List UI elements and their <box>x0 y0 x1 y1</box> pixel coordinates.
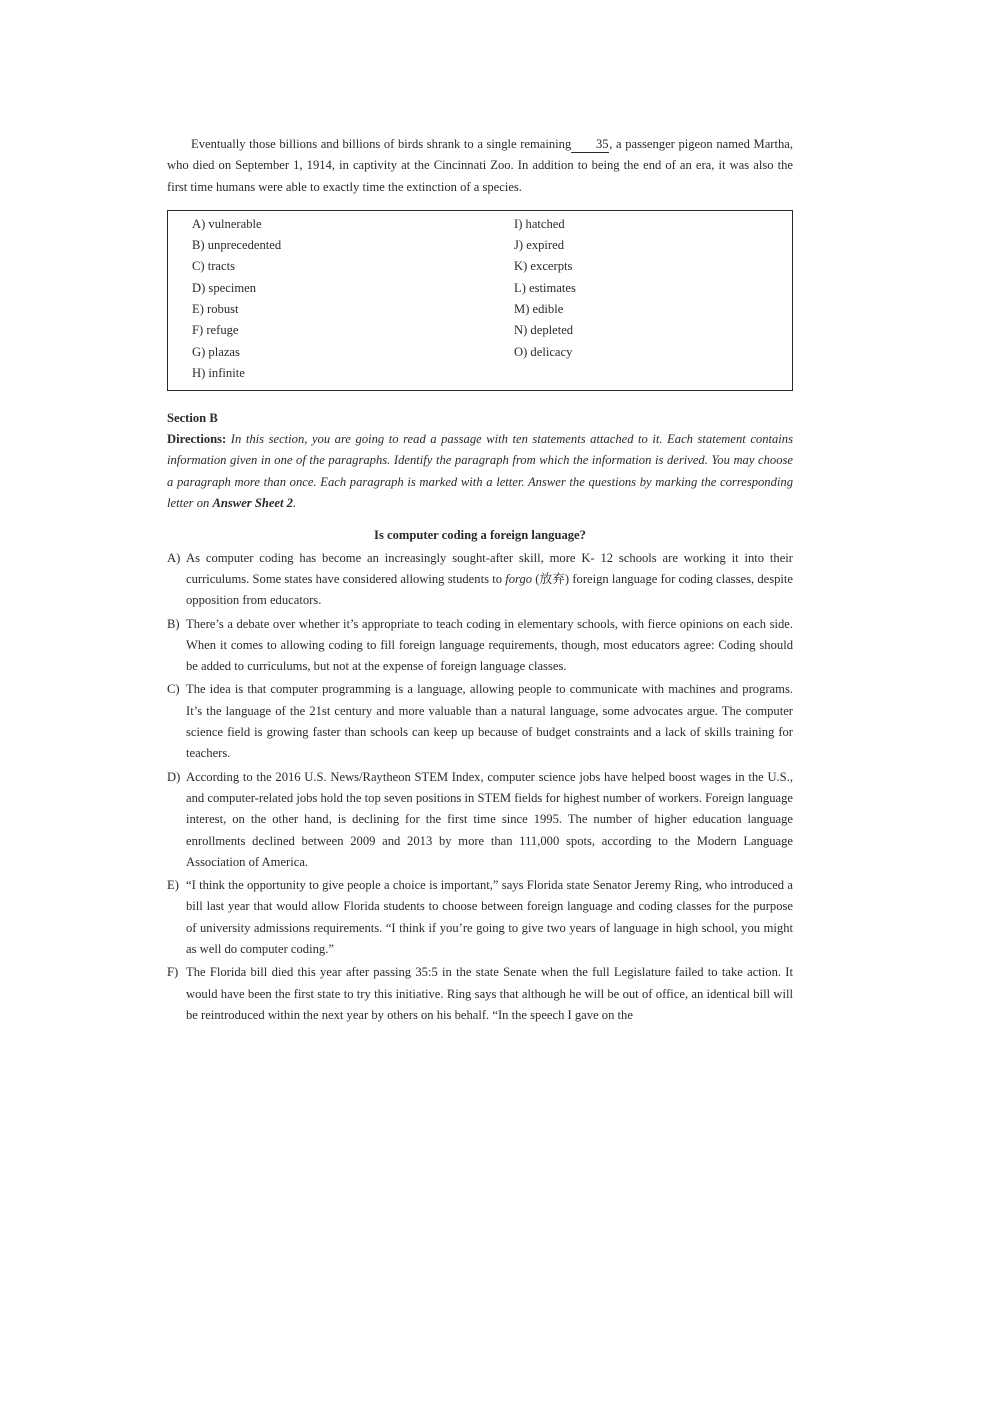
word-option: O) delicacy <box>514 344 573 359</box>
word-option: N) depleted <box>514 323 574 338</box>
word-option: A) vulnerable <box>192 216 262 231</box>
paragraph-letter: A) <box>167 550 181 565</box>
word-option: F) refuge <box>192 323 239 338</box>
paragraph-letter: C) <box>167 682 180 697</box>
passage-title: Is computer coding a foreign language? <box>374 528 586 543</box>
italic-word: forgo <box>505 571 533 586</box>
paragraph-e <box>167 875 793 960</box>
word-option: K) excerpts <box>514 259 573 274</box>
directions-end: . <box>292 496 297 511</box>
paragraph-text-continued: foreign language for coding classes, despite opposition from educators. <box>186 571 794 608</box>
word-bank-left-column <box>192 214 281 384</box>
word-bank-right-column <box>514 214 576 363</box>
answer-blank-35: 35 <box>571 137 609 153</box>
paragraph-c <box>167 679 793 764</box>
directions-text <box>167 432 793 510</box>
paragraph-text: “I think the opportunity to give people a choice is important,” says Florida state Senator Jeremy Ring, who introduced a bill last year that would allow Florida students to choose between foreign language and coding classes for the purpose of university admissions requirements. “I think if you’re going to give two years of language in high school, you might as well do computer coding.” <box>186 878 793 957</box>
word-option: H) infinite <box>192 365 245 380</box>
word-option: L) estimates <box>514 280 576 295</box>
paragraph-text: According to the 2016 U.S. News/Raytheon STEM Index, computer science jobs have helped boost wages in the U.S., and computer-related jobs hold the top seven positions in STEM fields for highest number of workers. Foreign language interest, on the other hand, is declining for the first time since 1995. The number of higher education language enrollments declined between 2009 and 2013 by more than 111,000 spots, according to the Modern Language Association of America. <box>186 769 793 869</box>
paragraph-a <box>167 548 793 612</box>
intro-text-before-blank: Eventually those billions and billions of birds shrank to a single remaining <box>191 137 572 151</box>
word-option: I) hatched <box>514 216 565 231</box>
paragraph-letter: B) <box>167 616 180 631</box>
paragraph-d <box>167 767 793 873</box>
word-option: E) robust <box>192 302 239 317</box>
word-option: J) expired <box>514 238 565 253</box>
directions-label: Directions: <box>167 432 227 447</box>
word-option: D) specimen <box>192 280 256 295</box>
word-bank-box <box>167 210 793 391</box>
paragraph-text: As computer coding has become an increasingly sought-after skill, more K- 12 schools are working it into their curriculums. Some states have considered allowing students to <box>186 550 793 586</box>
paragraph-text: There’s a debate over whether it’s appropriate to teach coding in elementary schools, with fierce opinions on each side. When it comes to allowing coding to fill foreign language requirements, though, most educators agree: Coding should be added to curriculums, but not at the expense of foreign language classes. <box>186 616 793 674</box>
paragraph-text: The Florida bill died this year after passing 35:5 in the state Senate when the full Legislature failed to take action. It would have been the first state to try this initiative. Ring says that although he will be out of office, an identical bill will be reintroduced within the next year by others on his behalf. “In the speech I gave on the <box>186 965 793 1022</box>
paragraph-letter: F) <box>167 965 179 980</box>
document-content <box>167 134 793 1028</box>
word-option: C) tracts <box>192 259 236 274</box>
word-option: G) plazas <box>192 344 240 359</box>
paragraph-letter: D) <box>167 769 181 784</box>
word-option: M) edible <box>514 302 564 317</box>
paragraph-b <box>167 614 793 678</box>
chinese-gloss: (放弃) <box>535 571 570 586</box>
directions-body: In this section, you are going to read a passage with ten statements attached to it. Each statement contains information given in one of the paragraphs. Identify the paragraph from which the information is derived. You may choose a paragraph more than once. Each paragraph is marked with a letter. Answer the questions by marking the corresponding letter on <box>167 432 794 511</box>
directions-paragraph <box>167 429 793 514</box>
intro-paragraph <box>167 134 793 198</box>
paragraph-f <box>167 962 793 1026</box>
word-option: B) unprecedented <box>192 238 282 253</box>
intro-text-after-blank: , a passenger pigeon named Martha, who died on September 1, 1914, in captivity at the Cincinnati Zoo. In addition to being the end of an era, it was also the first time humans were able to exactly time the extinction of a species. <box>167 137 794 194</box>
paragraph-text: The idea is that computer programming is a language, allowing people to communicate with machines and programs. It’s the language of the 21st century and more valuable than a natural language, some advocates argue. The computer science field is growing faster than schools can keep up because of budget constraints and a lack of skills training for teachers. <box>186 682 793 761</box>
answer-sheet-reference: Answer Sheet 2 <box>212 496 293 511</box>
paragraph-letter: E) <box>167 878 179 893</box>
section-title: Section B <box>167 410 218 425</box>
